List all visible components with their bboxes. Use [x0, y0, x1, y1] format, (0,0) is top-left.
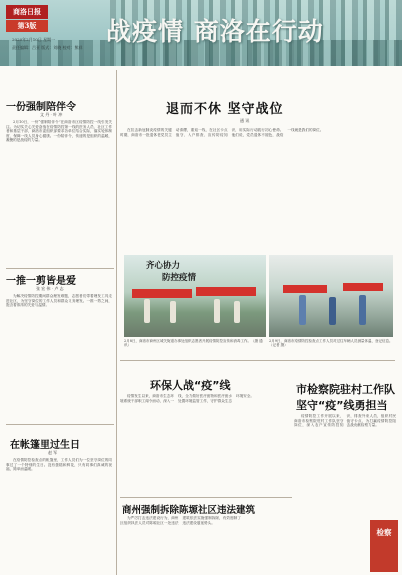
- article-body-demolition: 为严厉打击违法建设行为，商州区组织执法人员对陈塬社区一处违法建筑依法实施强制拆除，有效遏制了违法建设蔓延势头。: [120, 516, 241, 525]
- person-figure: [214, 299, 220, 323]
- procuratorate-ad: 检察: [370, 520, 398, 572]
- article-byline-2: 张 宏 伟 · 卢 志: [36, 286, 64, 291]
- person-figure: [144, 299, 150, 323]
- article-body-3: 在疫情防控检查点的帐篷里，工作人员们为一位坚守岗位的同事过了一个特别的生日。没有蛋糕和鲜花，只有同事们真诚的祝福，简单而温暖。: [6, 458, 112, 472]
- article-byline-3: 赵 军: [48, 450, 58, 455]
- article-title-3: 在帐篷里过生日: [10, 440, 80, 451]
- main-article-title: 退而不休 坚守战位: [166, 102, 284, 117]
- column-divider: [116, 70, 117, 575]
- article-body-1: 2月10日，一份“强制陪伴令”在商洛市区疫情防控一线引发关注。为切实关心关爱奋战在疫情防控第一线的医务人员、社区工作者和基层干部，商洛市委组织部要求各单位结合实际，落实轮休制度，保障一线人员身心健康。一份陪伴令，传递的是组织的温暖，凝聚的是战疫的力量。: [6, 120, 112, 143]
- article-title-demolition: 商州强制拆除陈塬社区违法建筑: [122, 505, 256, 516]
- article-title-1: 一份强制陪伴令: [6, 102, 76, 113]
- main-article-byline: 通 讯: [240, 118, 250, 123]
- person-figure: [359, 295, 366, 325]
- red-banner: [343, 283, 383, 291]
- calligraphy-line-2: 防控疫情: [162, 273, 197, 283]
- person-figure: [170, 301, 176, 323]
- person-figure: [329, 297, 336, 325]
- article-title-procuratorate-2: 坚守“疫”线勇担当: [296, 399, 388, 412]
- publish-date: 2020年2月10日 星期一: [12, 37, 56, 42]
- masthead-logo: 商洛日报: [6, 5, 48, 19]
- article-byline-1: 文 丹 · 叶 冲: [40, 112, 63, 117]
- photo-checkpoint: [269, 255, 393, 337]
- person-figure: [234, 301, 240, 323]
- main-article-body: 在抗击新冠肺炎疫情的关键时期，商洛市一批退休老党员主动请缨，重返一线，在社区卡点值守、入户排查、宣传防疫知识，用实际行动践行初心使命。他们说，党员退休不褪色，战疫一线就是我们的岗位。: [120, 128, 324, 137]
- article-title-procuratorate-1: 市检察院驻村工作队: [296, 383, 395, 396]
- article-title-eco: 环保人战“疫”线: [150, 379, 231, 392]
- banner-title: 战疫情 商洛在行动: [106, 17, 324, 46]
- article-title-2: 一推一剪皆是爱: [6, 276, 76, 287]
- editor-info: 责任编辑：吕亚 版式：刘晓 校对：熊祥: [12, 45, 83, 50]
- page-banner: [0, 0, 402, 66]
- red-banner: [283, 285, 327, 293]
- person-figure: [299, 295, 306, 325]
- article-body-2: 为解决疫情防控期间群众理发难题，志愿者们带着理发工具走进社区，为坚守岗位的工作人员和群众义务理发。一推一剪之间，饱含着浓浓的关爱与温情。: [6, 294, 112, 308]
- article-body-procuratorate: 疫情防控工作开展以来，商洛市检察院驻村工作队坚守岗位，深入农户宣传防控知识，排查外来人员，组织村民值守卡点，为打赢疫情防控阻击战贡献检察力量。: [294, 414, 396, 428]
- page-number: 第3版: [6, 20, 48, 32]
- section-divider: [120, 497, 292, 498]
- calligraphy-line-1: 齐心协力: [146, 261, 181, 271]
- photo-caption-1: 2月8日，商洛市商州区城关街道办事处组织志愿者开展疫情防控宣传和消毒工作。（摄 通讯）: [124, 339, 263, 348]
- section-divider: [120, 360, 395, 361]
- photo-caption-2: 2月9日，商洛市疫情防控检查点工作人员对过往车辆人员测量体温、登记信息。（记者 摄）: [269, 339, 393, 348]
- red-banner: [196, 287, 256, 296]
- section-divider: [6, 424, 114, 425]
- article-body-eco: 疫情发生以来，商洛市生态环境系统干部职工闻令而动，深入一线，全力做好医疗废物和医疗废水处置环境监管工作，守护群众生态环境安全。: [120, 394, 254, 403]
- section-divider: [6, 268, 114, 269]
- red-banner: [132, 289, 192, 298]
